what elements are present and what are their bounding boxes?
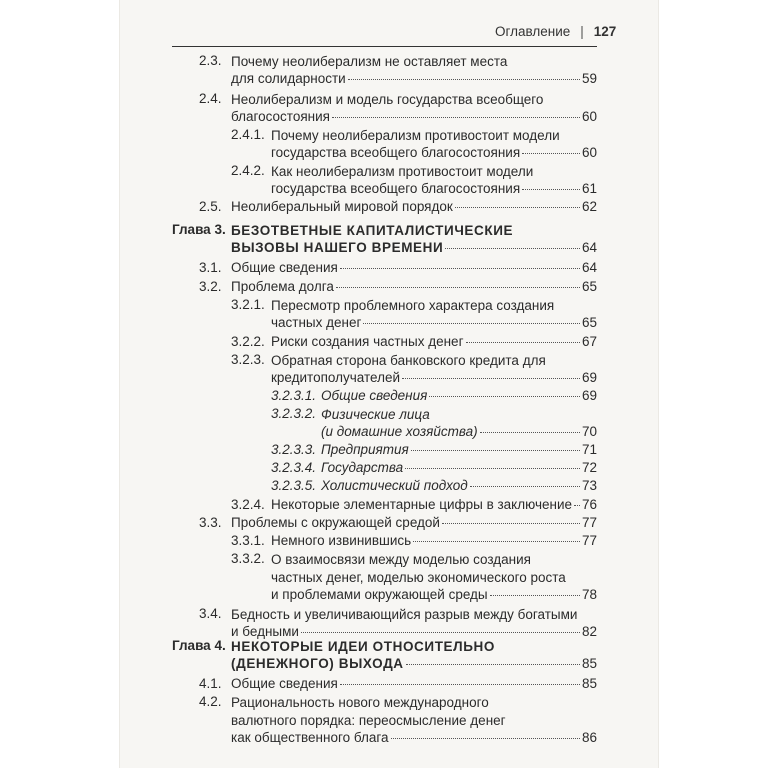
toc-number: 4.1. (199, 676, 222, 691)
toc-line: Неолиберальный мировой порядок (231, 199, 453, 214)
toc-line: и проблемами окружающей среды (271, 587, 488, 602)
toc-line: Почему неолиберализм противостоит модели (271, 128, 560, 143)
toc-number: 2.4.2. (231, 163, 265, 178)
header-page-number: 127 (593, 24, 617, 39)
toc-page: 73 (581, 478, 597, 493)
toc-number: 2.4. (199, 91, 222, 106)
toc-line: Немного извинившись (271, 533, 412, 548)
toc-line: Некоторые элементарные цифры в заключение (271, 497, 572, 512)
toc-entry-4-1[interactable] (231, 676, 597, 691)
toc-number: 3.4. (199, 606, 222, 621)
toc-number: 4.2. (199, 694, 222, 709)
toc-line: частных денег, моделью экономического роста (271, 570, 566, 585)
leader-dots (445, 248, 580, 249)
toc-line: Рациональность нового международного (231, 695, 489, 710)
toc-page: 64 (581, 260, 597, 275)
toc-line: (и домашние хозяйства) (321, 424, 478, 439)
toc-line: Общие сведения (321, 388, 428, 403)
toc-number: 3.2.3. (231, 352, 265, 367)
leader-dots (429, 396, 580, 397)
running-header (495, 24, 616, 39)
leader-dots (402, 378, 580, 379)
toc-page: 69 (581, 388, 597, 403)
leader-dots (470, 486, 580, 487)
toc-page: 77 (581, 515, 597, 530)
toc-entry-3-2-3-4[interactable] (321, 460, 597, 475)
leader-dots (522, 153, 580, 154)
chapter-title: БЕЗОТВЕТНЫЕ КАПИТАЛИСТИЧЕСКИЕ (231, 223, 514, 238)
toc-entry-2-4-2[interactable] (271, 181, 597, 196)
toc-entry-2-4-1[interactable] (271, 145, 597, 160)
toc-entry-3-2[interactable] (231, 279, 597, 294)
toc-entry-3-4[interactable] (231, 624, 597, 639)
toc-line: частных денег (271, 315, 362, 330)
leader-dots (522, 189, 580, 190)
toc-line: Почему неолиберализм не оставляет места (231, 54, 508, 69)
toc-page: 59 (581, 71, 597, 86)
toc-page: 78 (581, 587, 597, 602)
toc-page: 69 (581, 370, 597, 385)
toc-entry-chapter-4[interactable] (231, 656, 597, 671)
leader-dots (455, 207, 580, 208)
toc-line: Риски создания частных денег (271, 334, 464, 349)
toc-page: 67 (581, 334, 597, 349)
toc-number: 3.2.1. (231, 297, 265, 312)
header-rule (172, 46, 597, 47)
toc-number: 2.4.1. (231, 127, 265, 142)
leader-dots (340, 268, 580, 269)
toc-page: 61 (581, 181, 597, 196)
leader-dots (442, 523, 580, 524)
toc-entry-3-2-1[interactable] (271, 315, 597, 330)
leader-dots (466, 342, 580, 343)
toc-entry-3-2-3-3[interactable] (321, 442, 597, 457)
toc-page: 60 (581, 109, 597, 124)
toc-page: 70 (581, 424, 597, 439)
leader-dots (340, 684, 580, 685)
chapter-title: (ДЕНЕЖНОГО) ВЫХОДА (231, 656, 404, 671)
toc-page: 65 (581, 279, 597, 294)
toc-page: 85 (581, 656, 597, 671)
toc-line: Пересмотр проблемного характера создания (271, 298, 555, 313)
toc-line: Общие сведения (231, 676, 338, 691)
toc-number: 2.3. (199, 53, 222, 68)
toc-entry-3-1[interactable] (231, 260, 597, 275)
toc-entry-3-2-3[interactable] (271, 370, 597, 385)
toc-line: Проблемы с окружающей средой (231, 515, 440, 530)
toc-entry-3-3-2[interactable] (271, 587, 597, 602)
leader-dots (363, 323, 580, 324)
toc-number: 3.2. (199, 279, 222, 294)
toc-number: 3.3.2. (231, 551, 265, 566)
toc-page: 76 (581, 497, 597, 512)
toc-number: 3.2.3.3. (271, 442, 317, 457)
toc-entry-3-2-3-1[interactable] (321, 388, 597, 403)
toc-number: 3.2.3.2. (271, 406, 317, 421)
leader-dots (406, 664, 580, 665)
toc-entry-3-3[interactable] (231, 515, 597, 530)
toc-number: 3.2.3.5. (271, 478, 317, 493)
toc-line: Неолиберализм и модель государства всеобщего (231, 92, 544, 107)
toc-number: 3.3.1. (231, 533, 265, 548)
toc-line: валютного порядка: переосмысление денег (231, 713, 506, 728)
leader-dots (411, 450, 580, 451)
toc-number: 3.2.3.4. (271, 460, 317, 475)
toc-line: Предприятия (321, 442, 409, 457)
leader-dots (348, 79, 580, 80)
toc-line: Проблема долга (231, 279, 334, 294)
toc-line: Бедность и увеличивающийся разрыв между богатыми (231, 607, 578, 622)
toc-line: государства всеобщего благосостояния (271, 145, 521, 160)
toc-page: 72 (581, 460, 597, 475)
toc-entry-3-3-1[interactable] (271, 533, 597, 548)
toc-line: Физические лица (321, 407, 430, 422)
toc-number: 3.1. (199, 260, 222, 275)
toc-number: 3.2.3.1. (271, 388, 317, 403)
leader-dots (405, 468, 580, 469)
toc-page: 77 (581, 533, 597, 548)
toc-line: Как неолиберализм противостоит модели (271, 164, 534, 179)
toc-entry-3-2-3-5[interactable] (321, 478, 597, 493)
leader-dots (301, 632, 580, 633)
toc-page: 71 (581, 442, 597, 457)
leader-dots (574, 505, 580, 506)
toc-page: 60 (581, 145, 597, 160)
toc-line: как общественного блага (231, 730, 389, 745)
toc-entry-2-5[interactable] (231, 199, 597, 214)
toc-number: 3.3. (199, 515, 222, 530)
chapter-title: НЕКОТОРЫЕ ИДЕИ ОТНОСИТЕЛЬНО (231, 639, 495, 654)
toc-entry-4-2[interactable] (231, 730, 597, 745)
chapter-title: ВЫЗОВЫ НАШЕГО ВРЕМЕНИ (231, 240, 444, 255)
toc-number: 2.5. (199, 199, 222, 214)
leader-dots (490, 595, 580, 596)
toc-line: Холистический подход (321, 478, 468, 493)
toc-number: 3.2.4. (231, 497, 265, 512)
header-separator: | (580, 24, 584, 39)
leader-dots (480, 432, 580, 433)
toc-page: 65 (581, 315, 597, 330)
leader-dots (413, 541, 580, 542)
toc-line: и бедными (231, 624, 299, 639)
toc-line: кредитополучателей (271, 370, 400, 385)
toc-number: 3.2.2. (231, 334, 265, 349)
toc-page: 86 (581, 730, 597, 745)
toc-entry-2-4[interactable] (231, 109, 597, 124)
chapter-label: Глава 4. (172, 638, 226, 653)
toc-entry-3-2-2[interactable] (271, 334, 597, 349)
toc-page: 82 (581, 624, 597, 639)
toc-entry-3-2-3-2[interactable] (321, 424, 597, 439)
toc-page: 64 (581, 240, 597, 255)
toc-line: О взаимосвязи между моделью создания (271, 552, 531, 567)
toc-entry-3-2-4[interactable] (271, 497, 597, 512)
toc-entry-chapter-3[interactable] (231, 240, 597, 255)
toc-page: 62 (581, 199, 597, 214)
toc-line: Обратная сторона банковского кредита для (271, 353, 546, 368)
leader-dots (391, 738, 580, 739)
chapter-label: Глава 3. (172, 222, 226, 237)
toc-line: Общие сведения (231, 260, 338, 275)
header-title: Оглавление (495, 24, 571, 39)
leader-dots (332, 117, 580, 118)
toc-line: благосостояния (231, 109, 330, 124)
toc-line: Государства (321, 460, 404, 475)
toc-line: для солидарности (231, 71, 346, 86)
toc-line: государства всеобщего благосостояния (271, 181, 521, 196)
leader-dots (336, 287, 580, 288)
toc-page: 85 (581, 676, 597, 691)
toc-entry-2-3[interactable] (231, 71, 597, 86)
